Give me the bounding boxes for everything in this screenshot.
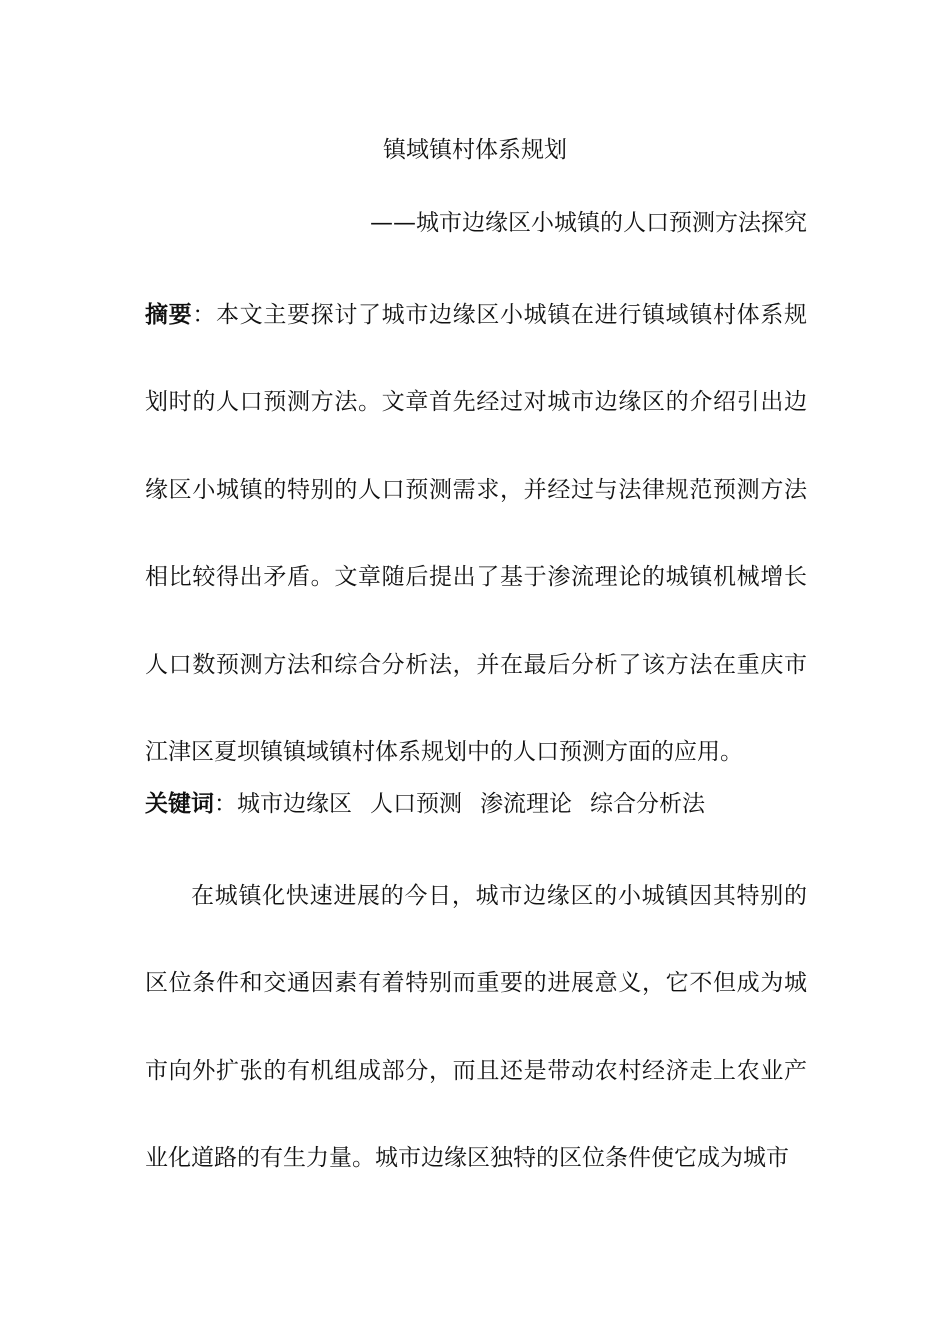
abstract-separator: ： (192, 302, 217, 328)
keywords-label: 关键词 (145, 791, 214, 817)
keyword-item: 渗流理论 (480, 791, 572, 817)
keyword-item: 城市边缘区 (237, 791, 352, 817)
abstract-text: 本文主要探讨了城市边缘区小城镇在进行镇域镇村体系规划时的人口预测方法。文章首先经过对城市边缘区的介绍引出边缘区小城镇的特别的人口预测需求，并经过与法律规范预测方法相比较得出矛盾。文章随后提出了基于渗流理论的城镇机械增长人口数预测方法和综合分析法，并在最后分析了该方法在重庆市江津区夏坝镇镇域镇村体系规划中的人口预测方面的应用。 (145, 302, 808, 766)
keywords-line (145, 786, 807, 822)
keyword-item: 综合分析法 (590, 791, 705, 817)
document-subtitle: ——城市边缘区小城镇的人口预测方法探究 (370, 210, 807, 236)
abstract-label: 摘要 (145, 302, 193, 328)
keywords-separator: ： (214, 791, 237, 817)
abstract-paragraph (145, 272, 807, 796)
document-title: 镇域镇村体系规划 (383, 137, 567, 163)
keyword-item: 人口预测 (370, 791, 462, 817)
intro-paragraph: 在城镇化快速进展的今日，城市边缘区的小城镇因其特别的区位条件和交通因素有着特别而重要的进展意义，它不但成为城市向外扩张的有机组成部分，而且还是带动农村经济走上农业产业化道路的有生力量。城市边缘区独特的区位条件使它成为城市 (145, 883, 807, 1172)
